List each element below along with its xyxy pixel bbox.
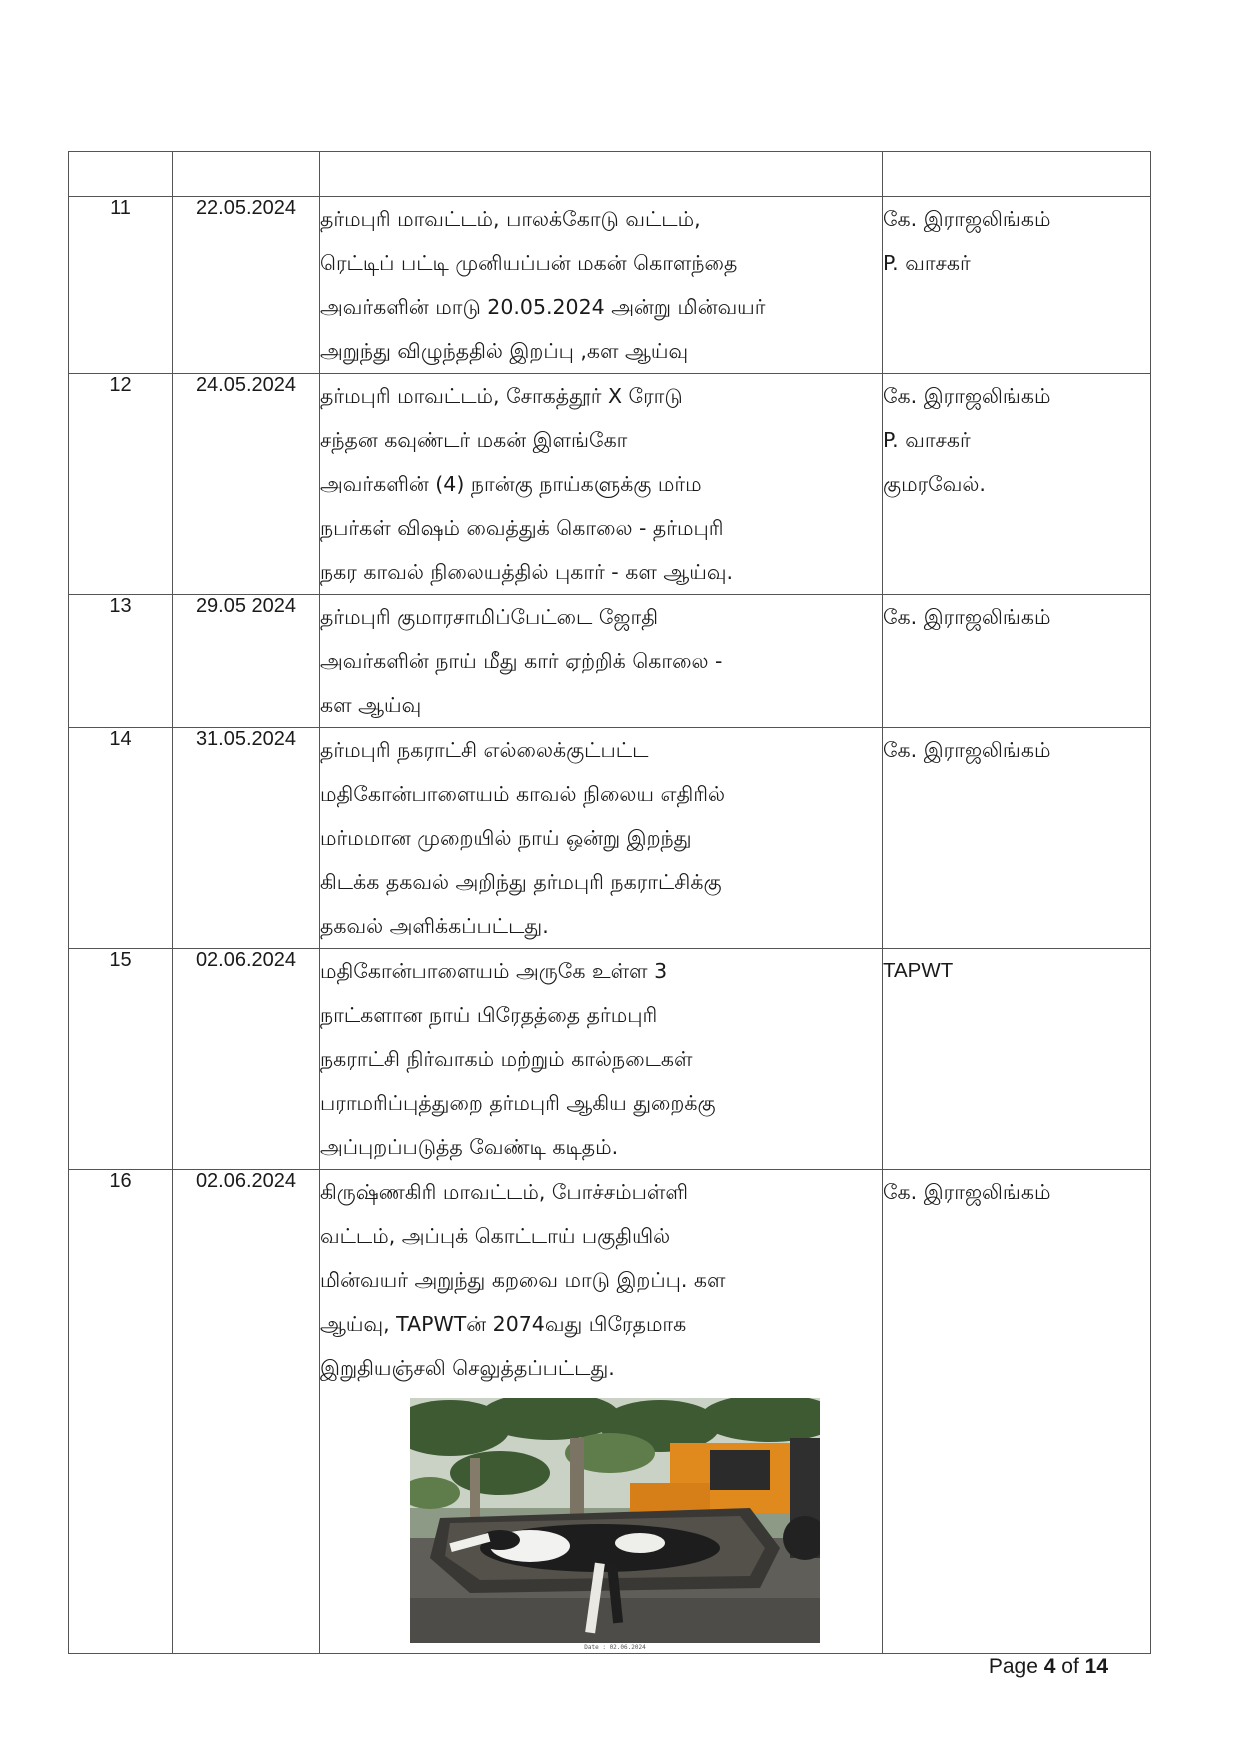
photo-dead-cow-icon [410,1398,820,1653]
description-line: கிடக்க தகவல் அறிந்து தர்மபுரி நகராட்சிக்கு [320,870,722,894]
description-line: நகர காவல் நிலையத்தில் புகார் - கள ஆய்வு. [320,560,733,584]
page-current: 4 [1043,1655,1056,1678]
table-row [69,374,1151,595]
participant-name: கே. இராஜலிங்கம் [883,738,1051,762]
description-line: மின்வயர் அறுந்து கறவை மாடு இறப்பு. கள [320,1268,726,1292]
serial-number-cell: 15 [69,949,173,1170]
description-cell [320,595,883,728]
participants-cell [883,197,1151,374]
participant-name: கே. இராஜலிங்கம் [883,384,1051,408]
description-line: நகராட்சி நிர்வாகம் மற்றும் கால்நடைகள் [320,1047,693,1071]
description-line: இறுதியஞ்சலி செலுத்தப்பட்டது. [320,1356,615,1380]
serial-number-cell: 11 [69,197,173,374]
page-total: 14 [1084,1655,1108,1678]
table-row [69,197,1151,374]
description-cell [320,374,883,595]
date-cell: 02.06.2024 [173,949,320,1170]
participant-name: P. வாசகர் [883,251,971,275]
participants-cell [883,1170,1151,1654]
participants-cell [883,728,1151,949]
date-cell: 02.06.2024 [173,1170,320,1654]
date-cell: 24.05.2024 [173,374,320,595]
description-line: மதிகோன்பாளையம் காவல் நிலைய எதிரில் [320,782,726,806]
table-row [69,595,1151,728]
description-cell [320,197,883,374]
description-line: மதிகோன்பாளையம் அருகே உள்ள 3 [320,959,668,983]
description-line: அறுந்து விழுந்ததில் இறப்பு ,கள ஆய்வு [320,339,689,363]
photo-illustration [410,1398,820,1653]
description-line: கள ஆய்வு [320,693,422,717]
empty-cell [69,152,173,197]
description-line: அவர்களின் (4) நான்கு நாய்களுக்கு மர்ம [320,472,702,496]
description-line: நாட்களான நாய் பிரேதத்தை தர்மபுரி [320,1003,658,1027]
description-line: கிருஷ்ணகிரி மாவட்டம், போச்சம்பள்ளி [320,1180,689,1204]
date-cell: 31.05.2024 [173,728,320,949]
description-line: தர்மபுரி மாவட்டம், சோகத்தூர் X ரோடு [320,384,683,408]
date-cell: 22.05.2024 [173,197,320,374]
participants-cell [883,595,1151,728]
description-line: தர்மபுரி நகராட்சி எல்லைக்குட்பட்ட [320,738,649,762]
date-cell: 29.05 2024 [173,595,320,728]
empty-cell [320,152,883,197]
description-line: அவர்களின் நாய் மீது கார் ஏற்றிக் கொலை - [320,649,723,673]
participant-name: கே. இராஜலிங்கம் [883,1180,1051,1204]
serial-number-cell: 12 [69,374,173,595]
serial-number-cell: 16 [69,1170,173,1654]
activity-table [68,151,1151,1654]
table-row [69,949,1151,1170]
description-line: அப்புறப்படுத்த வேண்டி கடிதம். [320,1135,619,1159]
description-line: சந்தன கவுண்டர் மகன் இளங்கோ [320,428,628,452]
page-label: Page [988,1655,1038,1678]
description-line: ரெட்டிப் பட்டி முனியப்பன் மகன் கொளந்தை [320,251,738,275]
serial-number-cell: 13 [69,595,173,728]
participant-name: P. வாசகர் [883,428,971,452]
participants-cell [883,374,1151,595]
photo-date-caption: Date : 02.06.2024 [410,1643,820,1653]
participant-name: குமரவேல். [883,472,986,496]
description-line: தர்மபுரி மாவட்டம், பாலக்கோடு வட்டம், [320,207,701,231]
of-label: of [1061,1655,1079,1678]
serial-number-cell: 14 [69,728,173,949]
description-line: தர்மபுரி குமாரசாமிப்பேட்டை ஜோதி [320,605,658,629]
description-cell [320,949,883,1170]
description-line: அவர்களின் மாடு 20.05.2024 அன்று மின்வயர் [320,295,766,319]
page-number-footer [880,1655,1108,1679]
participant-name: கே. இராஜலிங்கம் [883,207,1051,231]
empty-cell [883,152,1151,197]
empty-cell [173,152,320,197]
description-line: வட்டம், அப்புக் கொட்டாய் பகுதியில் [320,1224,671,1248]
participants-cell [883,949,1151,1170]
description-line: பராமரிப்புத்துறை தர்மபுரி ஆகிய துறைக்கு [320,1091,716,1115]
table-row [69,1170,1151,1654]
description-line: நபர்கள் விஷம் வைத்துக் கொலை - தர்மபுரி [320,516,724,540]
description-line: மர்மமான முறையில் நாய் ஒன்று இறந்து [320,826,692,850]
description-cell [320,1170,883,1654]
table-row [69,728,1151,949]
participant-name: கே. இராஜலிங்கம் [883,605,1051,629]
description-line: ஆய்வு, TAPWTன் 2074வது பிரேதமாக [320,1312,687,1336]
description-line: தகவல் அளிக்கப்பட்டது. [320,914,549,938]
description-cell [320,728,883,949]
table-row-empty [69,152,1151,197]
participant-name: TAPWT [883,959,954,982]
